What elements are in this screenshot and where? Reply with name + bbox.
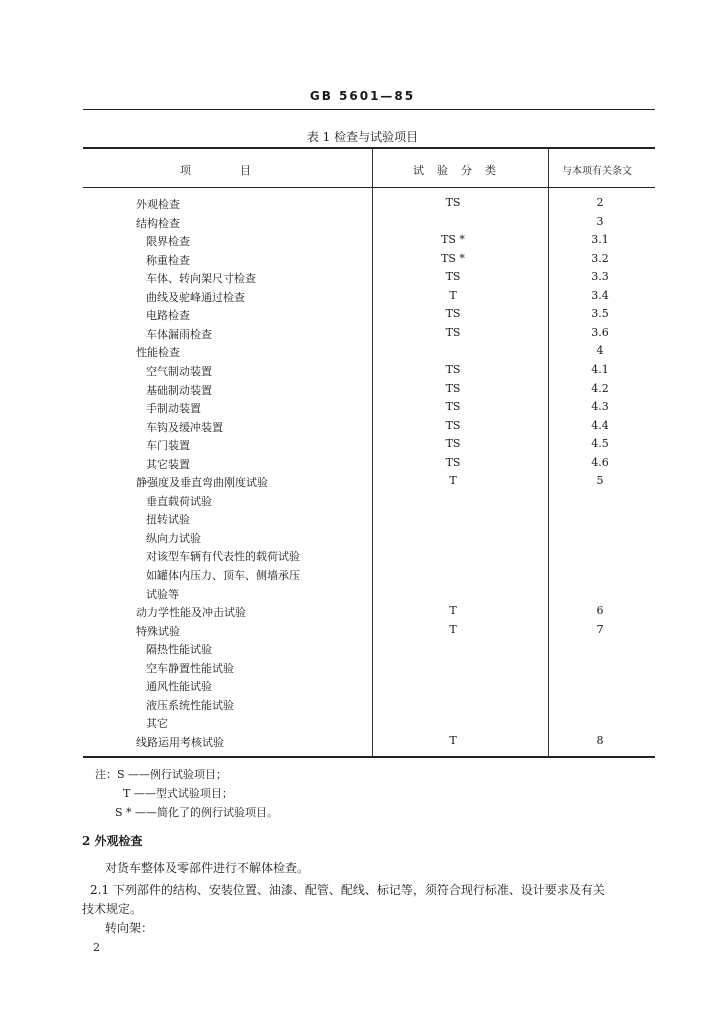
row-clause: 4.1 bbox=[591, 362, 609, 376]
row-item: 液压系统性能试验 bbox=[146, 698, 234, 712]
row-item: 如罐体内压力、顶车、侧墙承压 bbox=[146, 569, 300, 582]
table-row bbox=[0, 196, 725, 214]
section-heading: 2 外观检查 bbox=[82, 834, 143, 848]
table-row bbox=[0, 548, 725, 566]
page-number: 2 bbox=[93, 941, 100, 954]
column-header-category: 试 验 分 类 bbox=[413, 164, 497, 177]
table-row bbox=[0, 567, 725, 585]
table-header-rule bbox=[83, 187, 655, 188]
row-item: 其它 bbox=[146, 717, 168, 731]
table-row bbox=[0, 530, 725, 548]
row-clause: 3.6 bbox=[591, 325, 609, 339]
row-item: 纵向力试验 bbox=[146, 531, 201, 545]
row-clause: 3.3 bbox=[591, 270, 609, 284]
row-category: TS bbox=[445, 437, 461, 451]
row-item: 对该型车辆有代表性的载荷试验 bbox=[146, 550, 300, 564]
row-clause: 3.1 bbox=[591, 233, 609, 247]
row-item: 手制动装置 bbox=[146, 402, 201, 416]
row-category: T bbox=[449, 733, 457, 747]
row-item: 动力学性能及冲击试验 bbox=[136, 606, 246, 620]
table-caption: 表 1 检查与试验项目 bbox=[306, 130, 419, 144]
table-row bbox=[0, 623, 725, 641]
table-row bbox=[0, 660, 725, 678]
row-category: TS bbox=[445, 362, 461, 376]
row-item: 通风性能试验 bbox=[146, 680, 212, 694]
table-notes bbox=[95, 766, 278, 823]
row-item: 性能检查 bbox=[136, 346, 180, 360]
row-clause: 3.4 bbox=[591, 288, 609, 302]
paragraph-2-1-cont: 技术规定。 bbox=[82, 902, 143, 916]
row-item: 车体漏雨检查 bbox=[146, 327, 212, 341]
row-category: TS bbox=[445, 307, 461, 321]
table-row bbox=[0, 456, 725, 474]
row-item: 试验等 bbox=[146, 587, 179, 601]
table-row bbox=[0, 437, 725, 455]
section-intro: 对货车整体及零部件进行不解体检查。 bbox=[105, 861, 310, 875]
row-item: 曲线及驼峰通过检查 bbox=[146, 290, 245, 304]
row-item: 车体、转向架尺寸检查 bbox=[146, 272, 256, 286]
row-clause: 3.5 bbox=[591, 307, 609, 321]
standard-header: GB 5601—85 bbox=[309, 89, 416, 103]
row-clause: 8 bbox=[596, 733, 604, 747]
row-item: 空气制动装置 bbox=[146, 364, 212, 378]
paragraph-2-1: 2.1 下列部件的结构、安装位置、油漆、配管、配线、标记等，须符合现行标准、设计要求及有关 bbox=[90, 883, 605, 897]
table-row bbox=[0, 307, 725, 325]
row-item: 其它装置 bbox=[146, 457, 190, 471]
row-clause: 4.5 bbox=[591, 437, 609, 451]
row-category: TS * bbox=[441, 233, 465, 247]
row-category: TS bbox=[445, 196, 461, 209]
row-clause: 2 bbox=[596, 196, 604, 209]
header-rule bbox=[83, 109, 655, 110]
row-category: TS bbox=[445, 270, 461, 284]
table-row bbox=[0, 641, 725, 659]
table-row bbox=[0, 344, 725, 362]
table-row bbox=[0, 252, 725, 270]
row-item: 扭转试验 bbox=[146, 513, 190, 527]
row-category: TS bbox=[445, 418, 461, 432]
row-clause: 3.2 bbox=[591, 251, 609, 265]
row-category: T bbox=[449, 474, 457, 488]
row-item: 基础制动装置 bbox=[146, 383, 212, 397]
row-item: 外观检查 bbox=[136, 198, 180, 211]
table-row bbox=[0, 363, 725, 381]
row-clause: 4.3 bbox=[591, 400, 609, 414]
table-row bbox=[0, 715, 725, 733]
row-category: TS bbox=[445, 325, 461, 339]
table-row bbox=[0, 604, 725, 622]
table-row bbox=[0, 511, 725, 529]
row-item: 特殊试验 bbox=[136, 624, 180, 638]
table-row bbox=[0, 289, 725, 307]
row-clause: 6 bbox=[596, 604, 604, 618]
row-item: 垂直载荷试验 bbox=[146, 494, 212, 508]
note-line: S * ——简化了的例行试验项目。 bbox=[115, 806, 279, 819]
table-bottom-rule bbox=[83, 756, 655, 758]
table-row bbox=[0, 678, 725, 696]
paragraph-bogie: 转向架： bbox=[105, 921, 154, 935]
row-item: 车门装置 bbox=[146, 439, 190, 453]
row-clause: 4.2 bbox=[591, 381, 609, 395]
row-category: T bbox=[449, 604, 457, 618]
table-row bbox=[0, 400, 725, 418]
table-top-rule bbox=[83, 147, 655, 149]
table-row bbox=[0, 215, 725, 233]
row-category: TS * bbox=[441, 251, 465, 265]
table-row bbox=[0, 474, 725, 492]
table-row bbox=[0, 419, 725, 437]
row-category: T bbox=[449, 288, 457, 302]
row-clause: 4.6 bbox=[591, 455, 609, 469]
row-category: TS bbox=[445, 400, 461, 414]
row-clause: 4 bbox=[596, 344, 604, 358]
row-category: T bbox=[449, 622, 457, 636]
row-clause: 3 bbox=[596, 214, 604, 228]
row-category: TS bbox=[445, 381, 461, 395]
row-clause: 4.4 bbox=[591, 418, 609, 432]
note-line: 注：S ——例行试验项目； bbox=[95, 768, 228, 781]
column-header-clause: 与本项有关条文 bbox=[562, 166, 632, 177]
row-item: 车钩及缓冲装置 bbox=[146, 420, 223, 434]
row-item: 线路运用考核试验 bbox=[136, 735, 224, 749]
table-row bbox=[0, 326, 725, 344]
row-item: 电路检查 bbox=[146, 309, 190, 323]
table-row bbox=[0, 586, 725, 604]
table-row bbox=[0, 382, 725, 400]
column-header-item: 项 目 bbox=[180, 164, 252, 177]
row-clause: 7 bbox=[596, 622, 604, 636]
table-row bbox=[0, 493, 725, 511]
row-item: 称重检查 bbox=[146, 253, 190, 267]
table-row bbox=[0, 734, 725, 752]
table-row bbox=[0, 233, 725, 251]
row-item: 结构检查 bbox=[136, 216, 180, 230]
note-line: T ——型式试验项目； bbox=[123, 787, 233, 800]
row-clause: 5 bbox=[596, 474, 604, 488]
table-row bbox=[0, 697, 725, 715]
table-row bbox=[0, 270, 725, 288]
row-item: 静强度及垂直弯曲刚度试验 bbox=[136, 476, 268, 490]
row-category: TS bbox=[445, 455, 461, 469]
row-item: 隔热性能试验 bbox=[146, 643, 212, 657]
row-item: 限界检查 bbox=[146, 235, 190, 249]
row-item: 空车静置性能试验 bbox=[146, 661, 234, 675]
